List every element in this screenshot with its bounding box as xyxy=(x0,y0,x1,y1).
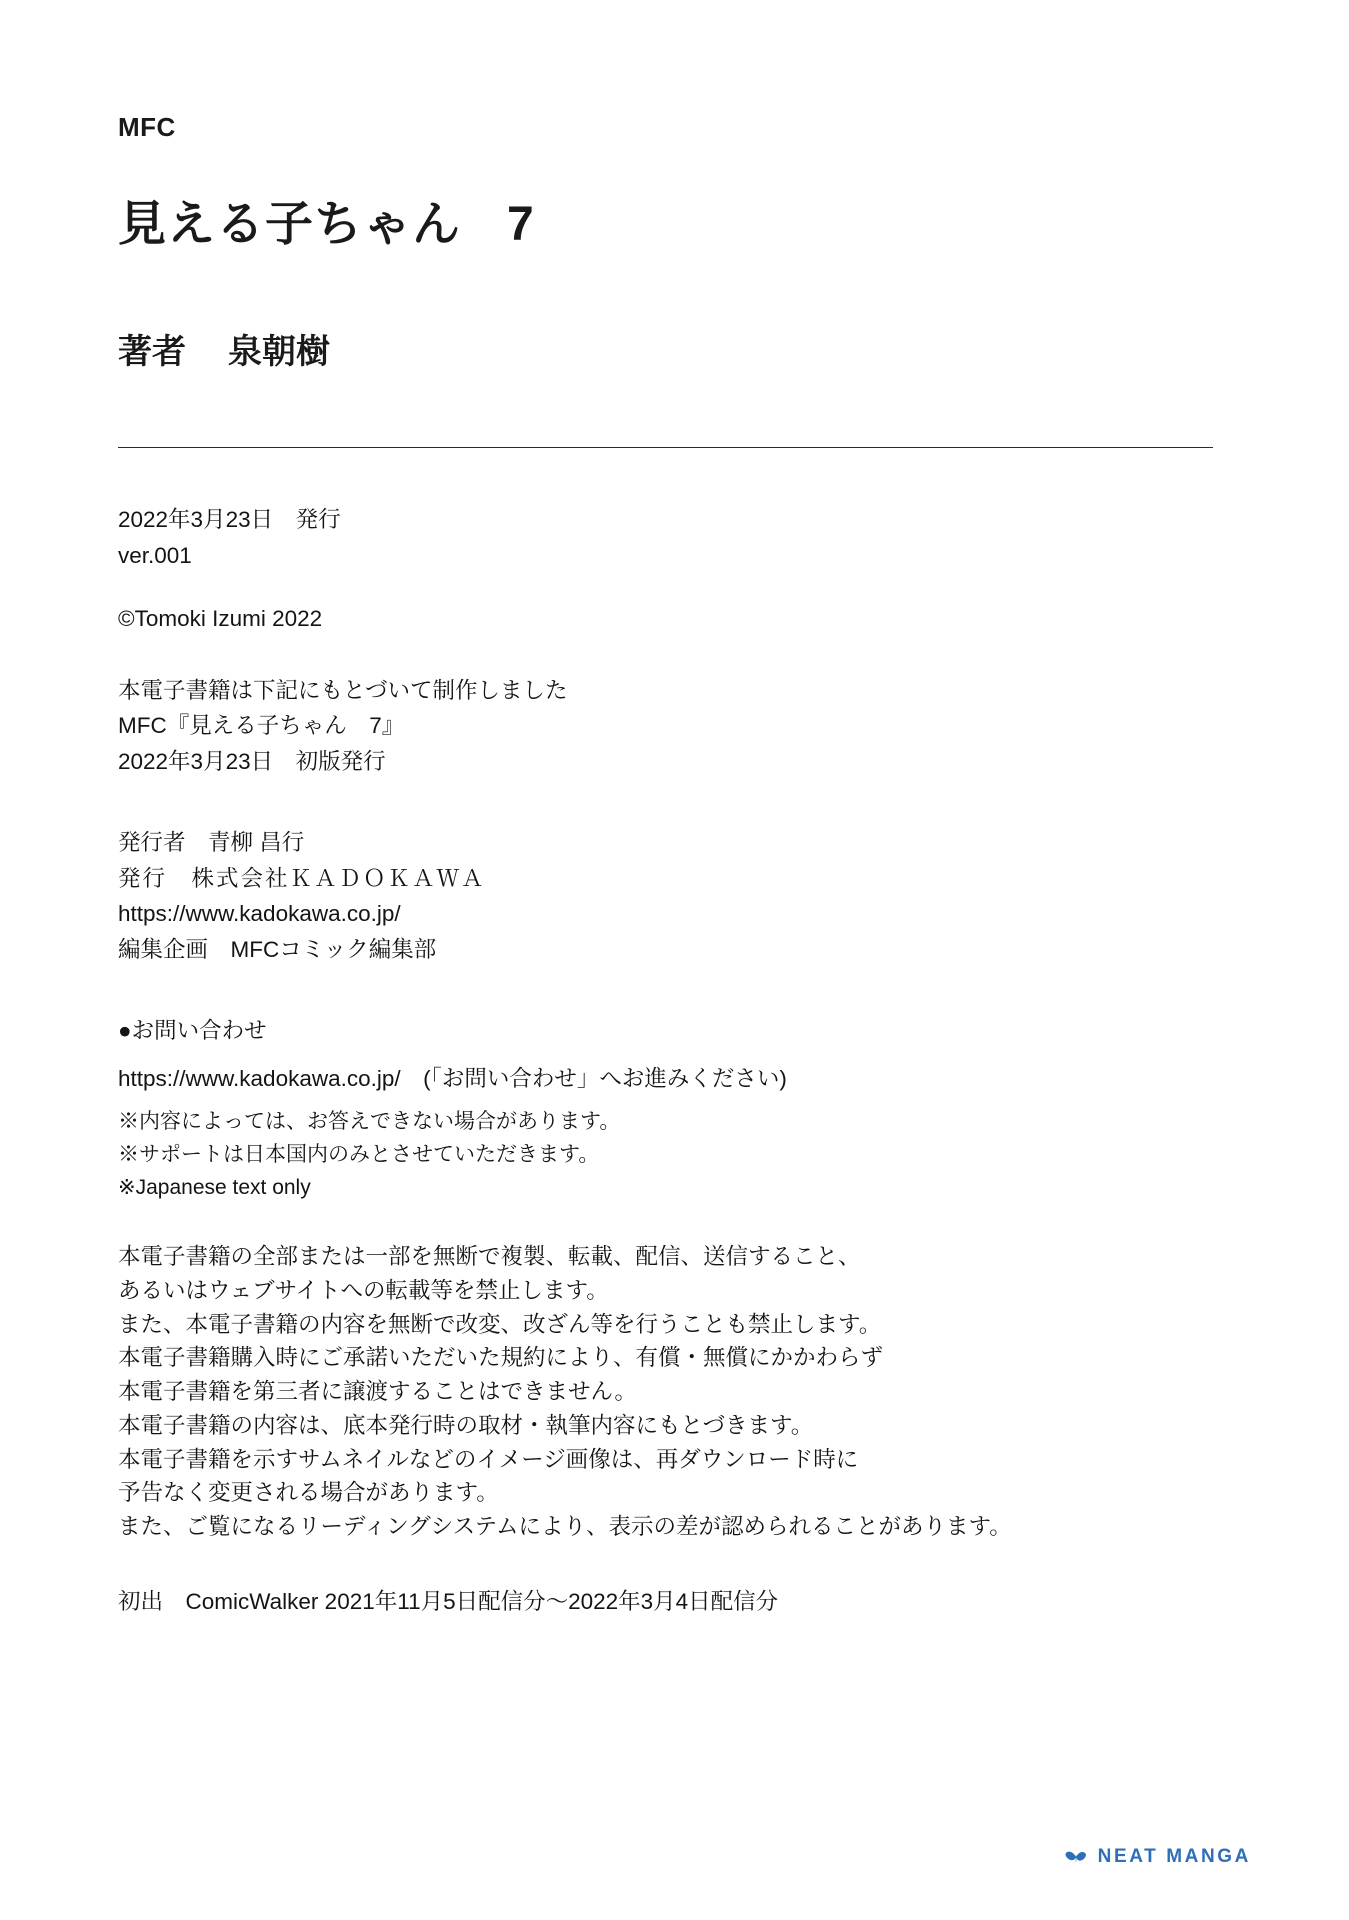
contact-note-1: ※内容によっては、お答えできない場合があります。 xyxy=(118,1109,621,1133)
copyright-text: ©Tomoki Izumi 2022 xyxy=(118,606,323,632)
butterfly-icon xyxy=(1065,1850,1087,1864)
divider xyxy=(118,447,1213,448)
author-line xyxy=(118,324,1228,373)
terms-line: あるいはウェブサイトへの転載等を禁止します。 xyxy=(118,1277,609,1303)
publication-version: ver.001 xyxy=(118,542,192,568)
footer-brand-label: NEAT MANGA xyxy=(1097,1846,1251,1867)
publisher-editorial: 編集企画 MFCコミック編集部 xyxy=(118,936,437,962)
terms-line: また、本電子書籍の内容を無断で改変、改ざん等を行うことも禁止します。 xyxy=(118,1311,882,1337)
book-volume-number: 7 xyxy=(507,198,535,251)
contact-note-3: ※Japanese text only xyxy=(118,1175,311,1199)
contact-heading: ●お問い合わせ xyxy=(118,1018,267,1044)
footer-brand xyxy=(1065,1846,1251,1868)
terms-line: 予告なく変更される場合があります。 xyxy=(118,1480,499,1506)
book-title-text: 見える子ちゃん xyxy=(118,198,462,251)
imprint-label: MFC xyxy=(118,112,176,142)
first-publication-info xyxy=(118,1584,1228,1620)
terms-line: 本電子書籍の全部または一部を無断で複製、転載、配信、送信すること、 xyxy=(118,1244,861,1270)
author-name: 泉朝樹 xyxy=(228,333,330,371)
publication-date: 2022年3月23日 発行 xyxy=(118,507,341,532)
terms-line: 本電子書籍を示すサムネイルなどのイメージ画像は、再ダウンロード時に xyxy=(118,1446,859,1472)
terms-line: 本電子書籍を第三者に譲渡することはできません。 xyxy=(118,1379,637,1405)
terms-line: 本電子書籍購入時にご承諾いただいた規約により、有償・無償にかかわらず xyxy=(118,1345,884,1371)
author-label: 著者 xyxy=(118,333,186,371)
publisher-info xyxy=(118,825,1228,967)
source-note-line-3: 2022年3月23日 初版発行 xyxy=(118,748,386,774)
terms-section xyxy=(118,1240,1228,1544)
terms-line: 本電子書籍の内容は、底本発行時の取材・執筆内容にもとづきます。 xyxy=(118,1412,814,1438)
source-note xyxy=(118,673,1228,780)
terms-line: また、ご覧になるリーディングシステムにより、表示の差が認められることがあります。 xyxy=(118,1514,1012,1540)
publisher-person: 発行者 青柳 昌行 xyxy=(118,830,305,856)
source-note-line-1: 本電子書籍は下記にもとづいて制作しました xyxy=(118,677,568,703)
publisher-url[interactable]: https://www.kadokawa.co.jp/ xyxy=(118,901,401,927)
copyright-line xyxy=(118,601,1228,637)
first-publication-line: 初出 ComicWalker 2021年11月5日配信分〜2022年3月4日配信分 xyxy=(118,1588,779,1614)
page-title xyxy=(118,185,1228,254)
contact-note-2: ※サポートは日本国内のみとさせていただきます。 xyxy=(118,1142,600,1166)
contact-url-line[interactable]: https://www.kadokawa.co.jp/ (「お問い合わせ」へお進みください) xyxy=(118,1066,787,1092)
publisher-company: 発行 株式会社ＫＡＤＯＫＡＷＡ xyxy=(118,865,486,891)
contact-section xyxy=(118,1013,1228,1204)
colophon-content xyxy=(118,112,1228,1647)
publication-info xyxy=(118,502,1228,573)
source-note-line-2: MFC『見える子ちゃん 7』 xyxy=(118,713,405,739)
